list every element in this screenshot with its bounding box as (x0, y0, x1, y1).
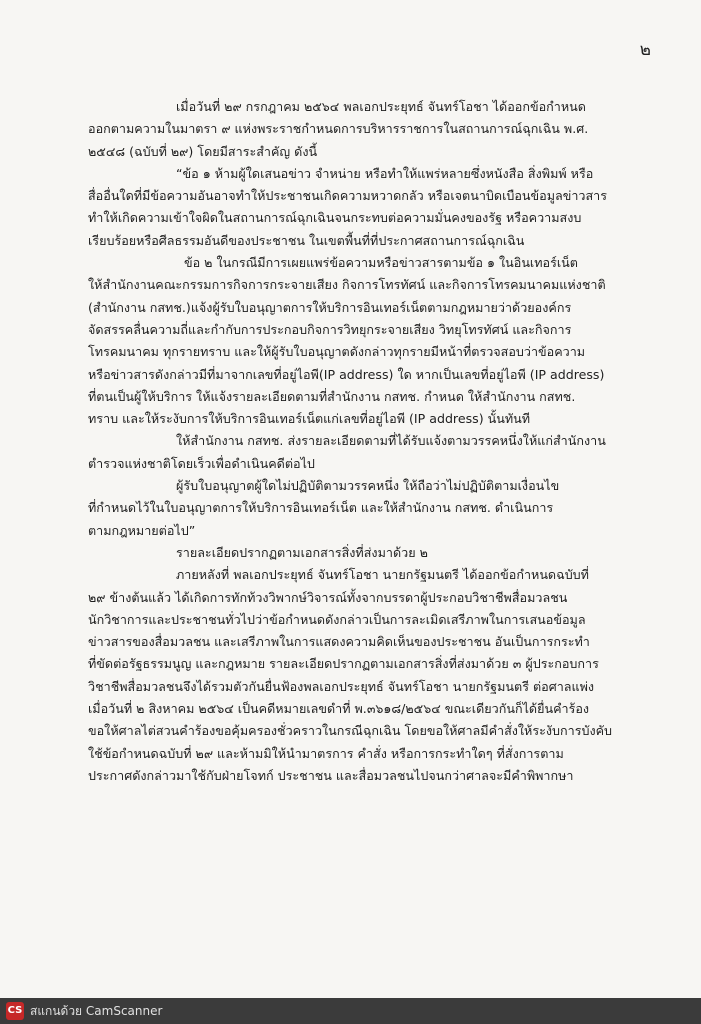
text-line: ใช้ข้อกำหนดฉบับที่ ๒๙ และห้ามมิให้นำมาตรการ คำสั่ง หรือการกระทำใดๆ ที่สั่งการตาม (88, 745, 564, 761)
scanner-footer (0, 998, 701, 1024)
text-line: ที่ตนเป็นผู้ให้บริการ ให้แจ้งรายละเอียดตามที่สำนักงาน กสทช. กำหนด ให้สำนักงาน กสทช. (88, 388, 576, 404)
page-number: ๒ (639, 40, 651, 60)
text-line: เรียบร้อยหรือศีลธรรมอันดีของประชาชน ในเขตพื้นที่ที่ประกาศสถานการณ์ฉุกเฉิน (88, 232, 525, 248)
text-line: ให้สำนักงาน กสทช. ส่งรายละเอียดตามที่ได้รับแจ้งตามวรรคหนึ่งให้แก่สำนักงาน (176, 433, 606, 449)
text-line: ข่าวสารของสื่อมวลชน และเสรีภาพในการแสดงความคิดเห็นของประชาชน อันเป็นการกระทำ (88, 634, 590, 650)
text-line: ที่กำหนดไว้ในใบอนุญาตการให้บริการอินเทอร์เน็ต และให้สำนักงาน กสทช. ดำเนินการ (88, 500, 554, 516)
text-line: ๒๙ ข้างต้นแล้ว ได้เกิดการทักท้วงวิพากษ์วิจารณ์ทั้งจากบรรดาผู้ประกอบวิชาชีพสื่อมวลชน (88, 589, 568, 605)
text-line: (สำนักงาน กสทช.)แจ้งผู้รับใบอนุญาตการให้บริการอินเทอร์เน็ตตามกฎหมายว่าด้วยองค์กร (88, 299, 572, 315)
scanner-label: สแกนด้วย CamScanner (30, 1004, 163, 1018)
text-line: ๒๕๔๘ (ฉบับที่ ๒๙) โดยมีสาระสำคัญ ดังนี้ (88, 143, 318, 159)
body-text (88, 96, 648, 787)
text-line: นักวิชาการและประชาชนทั่วไปว่าข้อกำหนดดังกล่าวเป็นการละเมิดเสรีภาพในการเสนอข้อมูล (88, 611, 586, 627)
text-line: ออกตามความในมาตรา ๙ แห่งพระราชกำหนดการบริหารราชการในสถานการณ์ฉุกเฉิน พ.ศ. (88, 121, 589, 137)
text-line: วิชาชีพสื่อมวลชนจึงได้รวมตัวกันยื่นฟ้องพลเอกประยุทธ์ จันทร์โอชา นายกรัฐมนตรี ต่อศาลแพ่ง (88, 678, 595, 694)
text-line: ตามกฎหมายต่อไป” (88, 522, 196, 538)
text-line: ภายหลังที่ พลเอกประยุทธ์ จันทร์โอชา นายกรัฐมนตรี ได้ออกข้อกำหนดฉบับที่ (176, 567, 589, 583)
text-line: ขอให้ศาลไต่สวนคำร้องขอคุ้มครองชั่วคราวในกรณีฉุกเฉิน โดยขอให้ศาลมีคำสั่งให้ระงับการบังคับ (88, 723, 613, 739)
text-line: ทราบ และให้ระงับการให้บริการอินเทอร์เน็ตแก่เลขที่อยู่ไอพี (IP address) นั้นทันที (88, 411, 531, 427)
text-line: ให้สำนักงานคณะกรรมการกิจการกระจายเสียง กิจการโทรทัศน์ และกิจการโทรคมนาคมแห่งชาติ (88, 277, 606, 293)
text-line: ผู้รับใบอนุญาตผู้ใดไม่ปฏิบัติตามวรรคหนึ่ง ให้ถือว่าไม่ปฏิบัติตามเงื่อนไข (176, 478, 560, 494)
text-line: รายละเอียดปรากฏตามเอกสารสิ่งที่ส่งมาด้วย ๒ (176, 544, 428, 560)
text-line: หรือข่าวสารดังกล่าวมีที่มาจากเลขที่อยู่ไอพี(IP address) ใด หากเป็นเลขที่อยู่ไอพี (IP address) (88, 366, 605, 382)
text-line: เมื่อวันที่ ๒ สิงหาคม ๒๕๖๔ เป็นคดีหมายเลขดำที่ พ.๓๖๑๘/๒๕๖๔ ขณะเดียวกันก็ได้ยื่นคำร้อง (88, 701, 590, 717)
text-line: เมื่อวันที่ ๒๙ กรกฎาคม ๒๕๖๔ พลเอกประยุทธ์ จันทร์โอชา ได้ออกข้อกำหนด (176, 99, 586, 114)
text-line: จัดสรรคลื่นความถี่และกำกับการประกอบกิจการวิทยุกระจายเสียง วิทยุโทรทัศน์ และกิจการ (88, 321, 572, 337)
text-line: โทรคมนาคม ทุกรายทราบ และให้ผู้รับใบอนุญาตดังกล่าวทุกรายมีหน้าที่ตรวจสอบว่าข้อความ (88, 344, 586, 360)
text-line: ตำรวจแห่งชาติโดยเร็วเพื่อดำเนินคดีต่อไป (88, 455, 315, 471)
camscanner-logo-icon: CS (6, 1002, 24, 1020)
text-line: ทำให้เกิดความเข้าใจผิดในสถานการณ์ฉุกเฉินจนกระทบต่อความมั่นคงของรัฐ หรือความสงบ (88, 210, 582, 226)
text-line: “ข้อ ๑ ห้ามผู้ใดเสนอข่าว จำหน่าย หรือทำให้แพร่หลายซึ่งหนังสือ สิ่งพิมพ์ หรือ (176, 165, 594, 181)
text-line: ข้อ ๒ ในกรณีมีการเผยแพร่ข้อความหรือข่าวสารตามข้อ ๑ ในอินเทอร์เน็ต (184, 255, 578, 271)
text-line: ประกาศดังกล่าวมาใช้กับฝ่ายโจทก์ ประชาชน และสื่อมวลชนไปจนกว่าศาลจะมีคำพิพากษา (88, 767, 574, 783)
text-line: ที่ขัดต่อรัฐธรรมนูญ และกฎหมาย รายละเอียดปรากฏตามเอกสารสิ่งที่ส่งมาด้วย ๓ ผู้ประกอบการ (88, 656, 599, 672)
text-line: สื่ออื่นใดที่มีข้อความอันอาจทำให้ประชาชนเกิดความหวาดกลัว หรือเจตนาบิดเบือนข้อมูลข่าวสาร (88, 188, 608, 204)
